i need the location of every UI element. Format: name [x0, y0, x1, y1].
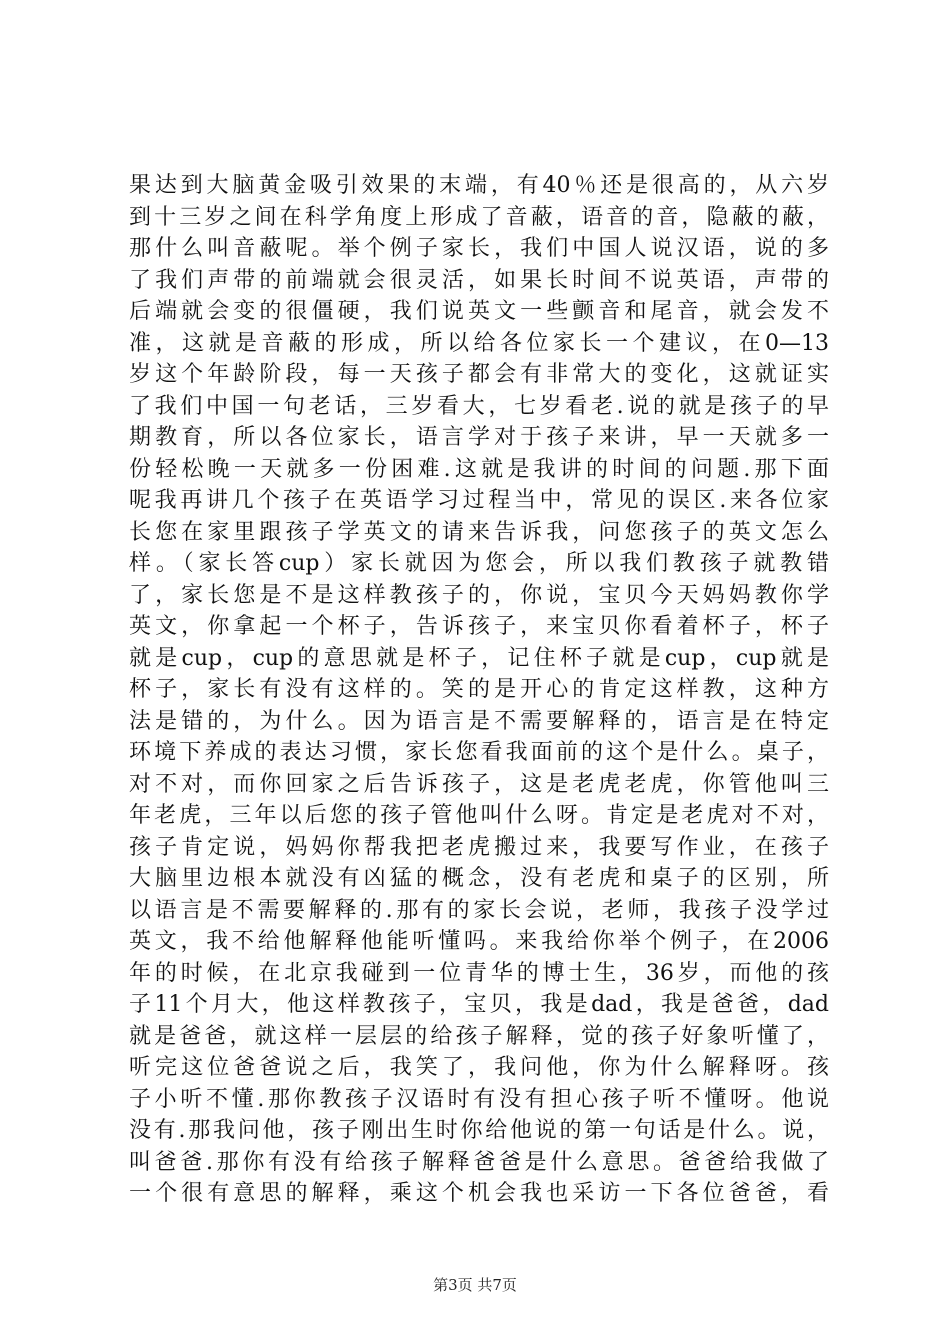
text-line: 英文，我不给他解释他能听懂吗。来我给你举个例子，在2006: [129, 929, 829, 954]
body-text: [129, 170, 829, 1210]
text-line: 听完这位爸爸说之后，我笑了，我问他，你为什么解释呀。孩: [129, 1055, 829, 1080]
text-line: 以语言是不需要解释的.那有的家长会说，老师，我孩子没学过: [129, 897, 829, 923]
text-line: 孩子肯定说，妈妈你帮我把老虎搬过来，我要写作业，在孩子: [129, 834, 829, 860]
text-line: 准，这就是音蔽的形成，所以给各位家长一个建议，在0—13: [129, 330, 829, 356]
text-line: 环境下养成的表达习惯，家长您看我面前的这个是什么。桌子，: [129, 740, 829, 765]
text-line: 果达到大脑黄金吸引效果的末端，有40％还是很高的，从六岁: [129, 173, 829, 198]
text-line: 后端就会变的很僵硬，我们说英文一些颤音和尾音，就会发不: [129, 299, 829, 324]
text-line: 年老虎，三年以后您的孩子管他叫什么呀。肯定是老虎对不对，: [129, 803, 829, 828]
text-line: 大脑里边根本就没有凶猛的概念，没有老虎和桌子的区别，所: [129, 866, 829, 891]
text-line: 期教育，所以各位家长，语言学对于孩子来讲，早一天就多一: [129, 425, 829, 450]
text-line: 长您在家里跟孩子学英文的请来告诉我，问您孩子的英文怎么: [129, 519, 829, 545]
text-line: 呢我再讲几个孩子在英语学习过程当中，常见的误区.来各位家: [129, 488, 829, 513]
text-line: 子小听不懂.那你教孩子汉语时有没有担心孩子听不懂呀。他说: [129, 1086, 829, 1112]
text-line: 那什么叫音蔽呢。举个例子家长，我们中国人说汉语，说的多: [129, 236, 829, 261]
text-line: 一个很有意思的解释，乘这个机会我也采访一下各位爸爸，看: [129, 1181, 829, 1206]
text-line: 没有.那我问他，孩子刚出生时你给他说的第一句话是什么。说，: [129, 1118, 829, 1143]
text-line: 到十三岁之间在科学角度上形成了音蔽，语音的音，隐蔽的蔽，: [129, 204, 829, 230]
page-footer: 第3页 共7页: [433, 1276, 517, 1294]
text-line: 份轻松晚一天就多一份困难.这就是我讲的时间的问题.那下面: [129, 456, 829, 482]
text-line: 对不对，而你回家之后告诉孩子，这是老虎老虎，你管他叫三: [129, 771, 829, 797]
text-line: 子11个月大，他这样教孩子，宝贝，我是dad，我是爸爸，dad: [129, 992, 829, 1017]
text-line: 杯子，家长有没有这样的。笑的是开心的肯定这样教，这种方: [129, 677, 829, 702]
text-line: 了我们中国一句老话，三岁看大，七岁看老.说的就是孩子的早: [129, 393, 829, 419]
text-line: 英文，你拿起一个杯子，告诉孩子，来宝贝你看着杯子，杯子: [129, 614, 829, 639]
text-line: 法是错的，为什么。因为语言是不需要解释的，语言是在特定: [129, 708, 829, 734]
text-line: 年的时候，在北京我碰到一位青华的博士生，36岁，而他的孩: [129, 960, 829, 986]
text-line: 了，家长您是不是这样教孩子的，你说，宝贝今天妈妈教你学: [129, 582, 829, 608]
text-line: 就是爸爸，就这样一层层的给孩子解释，觉的孩子好象听懂了，: [129, 1023, 829, 1049]
text-line: 叫爸爸.那你有没有给孩子解释爸爸是什么意思。爸爸给我做了: [129, 1149, 829, 1175]
text-line: 就是cup，cup的意思就是杯子，记住杯子就是cup，cup就是: [129, 645, 829, 671]
text-line: 岁这个年龄阶段，每一天孩子都会有非常大的变化，这就证实: [129, 362, 829, 387]
text-line: 样。（家长答cup）家长就因为您会，所以我们教孩子就教错: [129, 551, 829, 576]
text-line: 了我们声带的前端就会很灵活，如果长时间不说英语，声带的: [129, 267, 829, 293]
